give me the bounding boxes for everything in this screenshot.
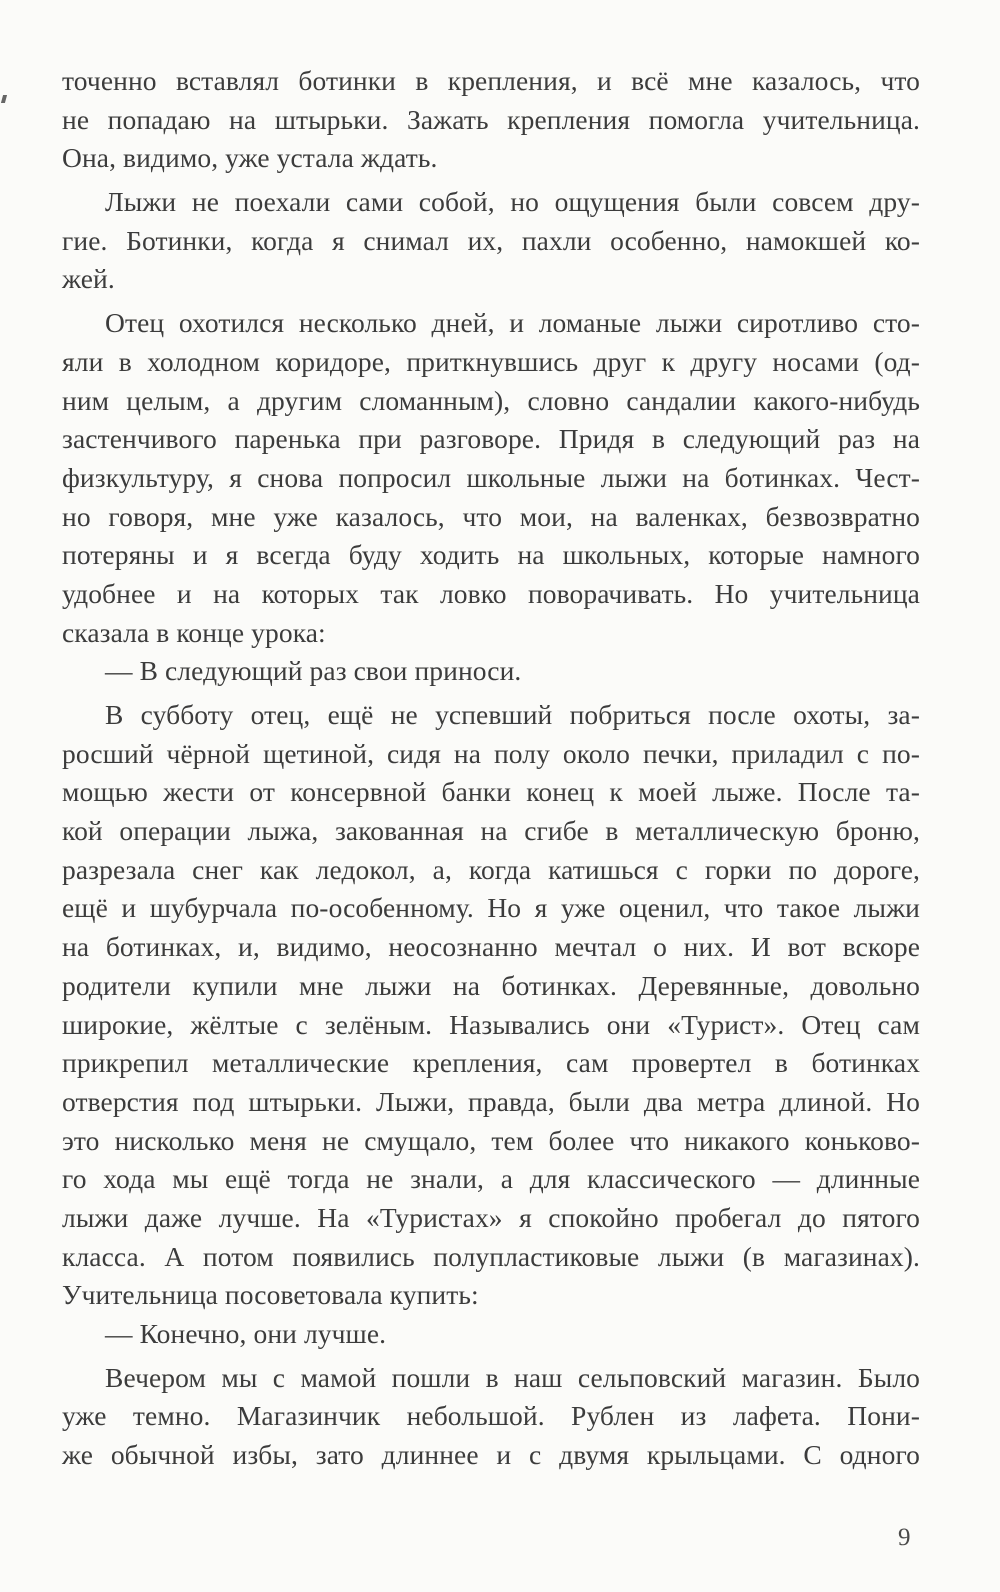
text-line: Вечером мы с мамой пошли в наш сельповский магазин. Было [105,1361,920,1393]
text-line: точенно вставлял ботинки в крепления, и всё мне казалось, что [62,65,920,96]
text-line: удобнее и на которых так ловко поворачивать. Но учительница [62,577,920,609]
text-line: — Конечно, они лучше. [105,1318,387,1349]
paragraph [62,304,920,652]
text-line: широкие, жёлтые с зелёным. Назывались они «Турист». Отец сам [62,1008,920,1040]
text-line: кой операции лыжа, закованная на сгибе в металлическую броню, [62,815,920,847]
text-line: ним целым, а другим сломанным), словно сандалии какого-нибудь [62,384,920,416]
text-line: росший чёрной щетиной, сидя на полу около печки, приладил с по- [62,737,920,769]
text-line: мощью жести от консервной банки конец к моей лыже. После та- [62,776,920,808]
text-line: родители купили мне лыжи на ботинках. Деревянные, довольно [62,969,920,1001]
text-line: Отец охотился несколько дней, и ломаные лыжи сиротливо сто- [105,307,920,339]
text-line: не попадаю на штырьки. Зажать крепления помогла учительница. [62,103,920,135]
page-text [62,62,920,1475]
scan-mark [1,95,7,103]
paragraph [62,1359,920,1475]
text-line: ещё и шубурчала по-особенному. Но я уже оценил, что такое лыжи [62,892,920,924]
text-line: но говоря, мне уже казалось, что мои, на валенках, безвозвратно [62,500,920,532]
text-line: застенчивого паренька при разговоре. Придя в следующий раз на [62,423,920,455]
text-line: сказала в конце урока: [62,616,326,648]
text-line: Она, видимо, уже устала ждать. [62,142,438,174]
text-line: на ботинках, и, видимо, неосознанно мечтал о них. И вот вскоре [62,931,920,963]
text-line: Лыжи не поехали сами собой, но ощущения были совсем дру- [105,186,920,218]
paragraph [62,183,920,299]
paragraph [62,696,920,1315]
text-line: отверстия под штырьки. Лыжи, правда, были два метра длиной. Но [62,1085,920,1117]
text-line: го хода мы ещё тогда не знали, а для классического — длинные [62,1163,920,1195]
text-line: же обычной избы, зато длиннее и с двумя крыльцами. С одного [62,1439,920,1471]
text-line: это нисколько меня не смущало, тем более что никакого коньково- [62,1124,920,1156]
text-line: — В следующий раз свои приноси. [105,655,522,687]
paragraph [62,652,920,691]
text-line: Учительница посоветовала купить: [62,1279,479,1311]
page-number: 9 [898,1524,911,1551]
text-line: жей. [62,263,115,295]
text-line: разрезала снег как ледокол, а, когда катишься с горки по дороге, [62,853,920,885]
text-line: уже темно. Магазинчик небольшой. Рублен из лафета. Пони- [62,1400,920,1432]
text-line: прикрепил металлические крепления, сам провертел в ботинках [62,1047,920,1079]
text-line: гие. Ботинки, когда я снимал их, пахли особенно, намокшей ко- [62,224,920,256]
text-line: класса. А потом появились полупластиковые лыжи (в магазинах). [62,1240,920,1272]
text-line: лыжи даже лучше. На «Туристах» я спокойно пробегал до пятого [62,1201,920,1233]
paragraph [62,62,920,178]
paragraph [62,1315,920,1354]
text-line: яли в холодном коридоре, приткнувшись друг к другу носами (од- [62,345,920,377]
text-line: физкультуру, я снова попросил школьные лыжи на ботинках. Чест- [62,461,920,493]
text-line: потеряны и я всегда буду ходить на школьных, которые намного [62,539,920,571]
text-line: В субботу отец, ещё не успевший побриться после охоты, за- [105,699,920,730]
